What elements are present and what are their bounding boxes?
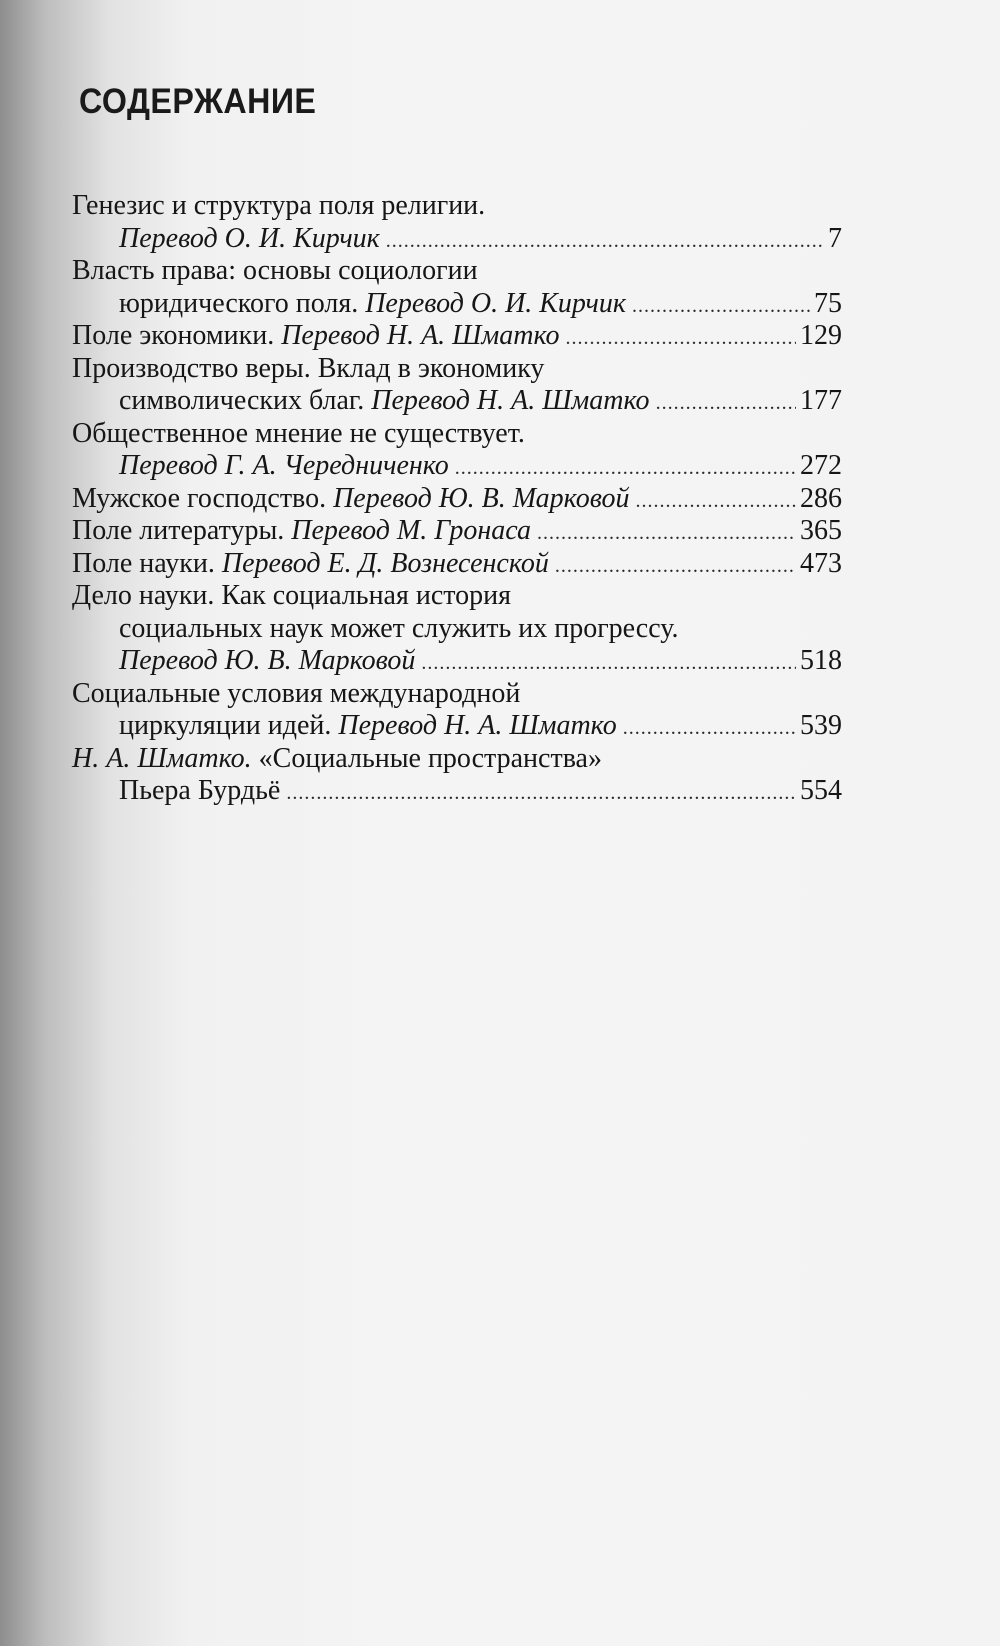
- toc-entry-title: Поле экономики.: [72, 320, 275, 351]
- toc-entry-title: Социальные условия международной: [72, 677, 521, 709]
- toc-entry-title: Производство веры. Вклад в экономику: [72, 352, 545, 384]
- toc-entry-page: 286: [800, 482, 842, 514]
- dot-leader: [421, 645, 796, 680]
- toc-entry-title-line: [72, 580, 842, 613]
- toc-entry: [72, 353, 842, 418]
- dot-leader: [623, 710, 796, 745]
- toc-entry-page: 177: [800, 385, 842, 416]
- toc-entry-page: 554: [800, 775, 842, 806]
- toc-entry-leader-line: [72, 710, 842, 743]
- toc-entry-title: Поле науки.: [72, 547, 215, 579]
- toc-entry-title: Общественное мнение не существует.: [72, 417, 525, 449]
- toc-entry: [72, 190, 842, 255]
- toc-entry-title-line: [72, 353, 842, 386]
- toc-entry: [72, 515, 842, 548]
- toc-entry-title: «Социальные пространства»: [258, 742, 602, 774]
- toc-entry: [72, 418, 842, 483]
- toc-entry-page: 539: [800, 710, 842, 741]
- toc-entry: [72, 580, 842, 678]
- dot-leader: [635, 483, 796, 518]
- toc-entry-leader-line: [72, 320, 842, 353]
- toc-entry-title-line: [72, 418, 842, 451]
- toc-entry-translator: Перевод О. И. Кирчик: [119, 222, 380, 254]
- page-title: СОДЕРЖАНИЕ: [79, 82, 317, 121]
- toc-entry: [72, 743, 842, 808]
- toc-entry-leader-line: [72, 548, 842, 581]
- toc-entry: [72, 678, 842, 743]
- toc-entry-page: 7: [828, 222, 842, 254]
- dot-leader: [455, 450, 796, 485]
- toc-entry-leader-line: [72, 483, 842, 516]
- toc-entry-translator: Перевод Н. А. Шматко: [281, 320, 560, 351]
- toc-entry-title: Власть права: основы социологии: [72, 255, 478, 286]
- toc-entry: [72, 320, 842, 353]
- toc-entry-leader-line: [72, 385, 842, 418]
- toc-entry-translator: Перевод Ю. В. Марковой: [119, 645, 416, 676]
- toc-entry-page: 129: [800, 320, 842, 351]
- toc-entry: [72, 255, 842, 320]
- toc-entry-page: 75: [814, 287, 842, 319]
- dot-leader: [656, 385, 796, 420]
- toc-entry-leader-line: [72, 775, 842, 808]
- toc-entry-leader-line: [72, 450, 842, 483]
- toc-entry-translator: Перевод О. И. Кирчик: [365, 287, 626, 319]
- dot-leader: [555, 548, 796, 583]
- toc-entry-page: 518: [800, 645, 842, 676]
- toc-entry-title-cont: циркуляции идей.: [119, 710, 332, 741]
- toc-entry-translator: Перевод Ю. В. Марковой: [333, 482, 630, 514]
- toc-entry-page: 365: [800, 515, 842, 546]
- toc-entry-title-cont: юридического поля.: [119, 287, 359, 319]
- toc-entry-title-line: [72, 743, 842, 776]
- toc-entry-leader-line: [72, 223, 842, 256]
- toc-entry-title: Дело науки. Как социальная история: [72, 580, 512, 611]
- toc-entry-page: 272: [800, 450, 842, 481]
- toc-entry-translator: Перевод Н. А. Шматко: [371, 385, 650, 416]
- table-of-contents: [72, 190, 842, 808]
- toc-entry-title: Мужское господство.: [72, 482, 327, 514]
- toc-entry-title: Поле литературы.: [72, 515, 285, 546]
- toc-entry-translator: Перевод Е. Д. Вознесенской: [221, 547, 549, 579]
- dot-leader: [286, 775, 796, 810]
- toc-entry-translator: Перевод Н. А. Шматко: [338, 710, 617, 741]
- toc-entry-title-cont: символических благ.: [119, 385, 365, 416]
- toc-entry-title-line: [72, 255, 842, 288]
- dot-leader: [386, 223, 824, 258]
- toc-entry-title: Генезис и структура поля религии.: [72, 190, 486, 221]
- toc-entry: [72, 483, 842, 516]
- toc-entry-leader-line: [72, 645, 842, 678]
- dot-leader: [632, 288, 810, 323]
- toc-entry: [72, 548, 842, 581]
- toc-entry-title-line: [72, 613, 842, 646]
- dot-leader: [537, 515, 796, 550]
- toc-entry-author: Н. А. Шматко.: [72, 742, 252, 774]
- toc-entry-page: 473: [800, 547, 842, 579]
- toc-entry-translator: Перевод Г. А. Чередниченко: [119, 450, 449, 481]
- toc-entry-title-line: [72, 678, 842, 711]
- toc-entry-title-cont: социальных наук может служить их прогрессу.: [119, 612, 679, 644]
- toc-entry-title-cont: Пьера Бурдьё: [119, 775, 281, 806]
- toc-entry-title-line: [72, 190, 842, 223]
- toc-entry-leader-line: [72, 515, 842, 548]
- toc-entry-translator: Перевод М. Гронаса: [291, 515, 531, 546]
- toc-entry-leader-line: [72, 288, 842, 321]
- dot-leader: [566, 320, 796, 355]
